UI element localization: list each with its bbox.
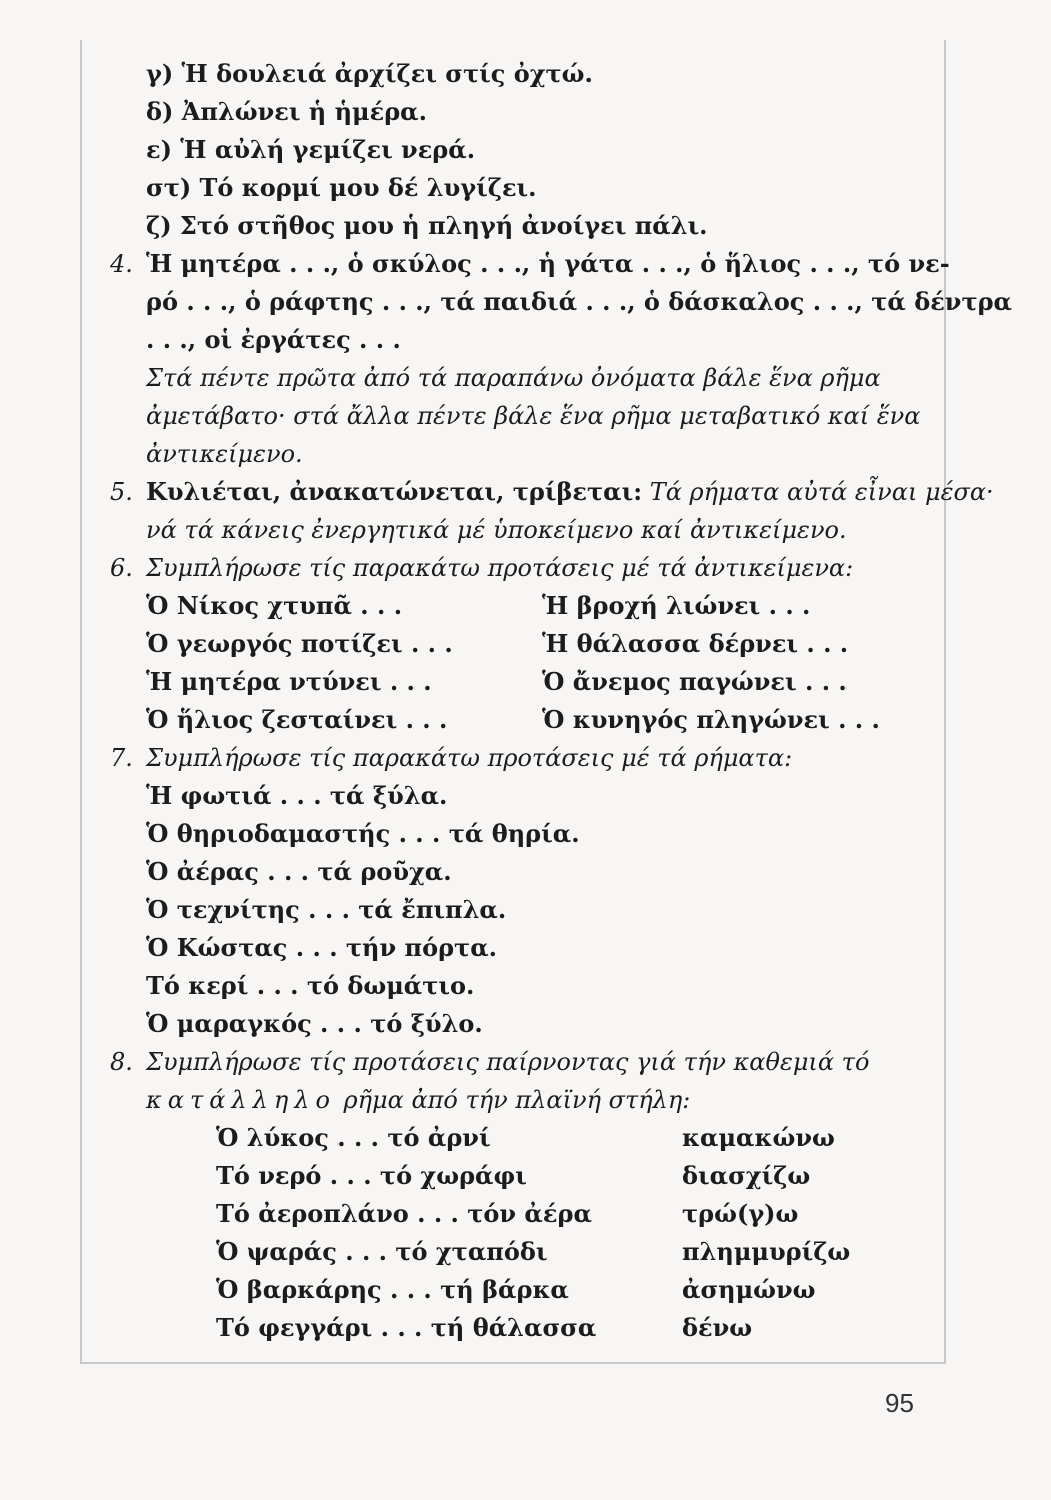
sentence-left: Ὁ γεωργός ποτίζει . . . bbox=[146, 629, 453, 658]
exercise-number: 8. bbox=[110, 1048, 133, 1076]
exercise-8-row bbox=[110, 1157, 910, 1195]
sentence-left: Ἡ μητέρα ντύνει . . . bbox=[146, 667, 432, 696]
exercise-8-row bbox=[110, 1271, 910, 1309]
verb-option: ἀσημώνω bbox=[682, 1275, 816, 1304]
exercise-number: 5. bbox=[110, 478, 133, 506]
exercise-7-sentence: Ὁ θηριοδαμαστής . . . τά θηρία. bbox=[146, 819, 580, 848]
exercise-3-item: ζ) Στό στῆθος μου ἡ πληγή ἀνοίγει πάλι. bbox=[146, 211, 708, 240]
exercise-8-row bbox=[110, 1195, 910, 1233]
exercise-5-verbs: Κυλιέται, ἀνακατώνεται, τρίβεται: bbox=[146, 477, 643, 506]
exercise-7-instruction: Συμπλήρωσε τίς παρακάτω προτάσεις μέ τά ρήματα: bbox=[146, 744, 793, 772]
sentence-right: Ὁ ἄνεμος παγώνει . . . bbox=[542, 667, 847, 696]
exercise-7 bbox=[110, 739, 910, 1043]
exercise-7-sentence: Ὁ Κώστας . . . τήν πόρτα. bbox=[146, 933, 498, 962]
sentence-left: Ὁ Νίκος χτυπᾶ . . . bbox=[146, 591, 403, 620]
sentence: Ὁ ψαράς . . . τό χταπόδι bbox=[216, 1237, 548, 1266]
exercise-7-sentence: Ὁ ἀέρας . . . τά ροῦχα. bbox=[146, 857, 452, 886]
exercise-8 bbox=[110, 1043, 910, 1347]
exercise-6-row bbox=[110, 663, 910, 701]
exercise-5-instruction: Τά ρήματα αὐτά εἶναι μέσα· bbox=[642, 478, 994, 506]
exercise-number: 6. bbox=[110, 554, 133, 582]
exercise-6-row bbox=[110, 701, 910, 739]
exercise-7-sentence: Ὁ τεχνίτης . . . τά ἔπιπλα. bbox=[146, 895, 507, 924]
exercise-4 bbox=[110, 245, 1013, 473]
exercise-8-row bbox=[110, 1119, 910, 1157]
page-content bbox=[110, 55, 1013, 1347]
exercise-number: 4. bbox=[110, 250, 133, 278]
exercise-4-line: Ἡ μητέρα . . ., ὁ σκύλος . . ., ἡ γάτα . . ., ὁ ἥλιος . . ., τό νε- bbox=[146, 249, 950, 278]
exercise-3-item: γ) Ἡ δουλειά ἀρχίζει στίς ὀχτώ. bbox=[146, 59, 593, 88]
exercise-4-line: ρό . . ., ὁ ράφτης . . ., τά παιδιά . . ., ὁ δάσκαλος . . ., τά δέντρα bbox=[146, 287, 1013, 316]
exercise-8-row bbox=[110, 1309, 910, 1347]
sentence: Ὁ βαρκάρης . . . τή βάρκα bbox=[216, 1275, 569, 1304]
sentence-left: Ὁ ἥλιος ζεσταίνει . . . bbox=[146, 705, 448, 734]
sentence: Τό νερό . . . τό χωράφι bbox=[216, 1161, 527, 1190]
exercise-7-sentence: Ἡ φωτιά . . . τά ξύλα. bbox=[146, 781, 448, 810]
exercise-3-item: στ) Τό κορμί μου δέ λυγίζει. bbox=[146, 173, 537, 202]
verb-option: καμακώνω bbox=[682, 1123, 835, 1152]
exercise-3-list bbox=[110, 55, 910, 245]
exercise-number: 7. bbox=[110, 744, 133, 772]
sentence: Τό φεγγάρι . . . τή θάλασσα bbox=[216, 1313, 597, 1342]
exercise-3-item: ε) Ἡ αὐλή γεμίζει νερά. bbox=[146, 135, 476, 164]
sentence-right: Ὁ κυνηγός πληγώνει . . . bbox=[542, 705, 880, 734]
exercise-6 bbox=[110, 549, 910, 739]
sentence: Ὁ λύκος . . . τό ἀρνί bbox=[216, 1123, 491, 1152]
sentence: Τό ἀεροπλάνο . . . τόν ἀέρα bbox=[216, 1199, 592, 1228]
verb-option: τρώ(γ)ω bbox=[682, 1199, 799, 1228]
exercise-8-spaced-word: κατάλληλο bbox=[146, 1086, 336, 1114]
sentence-right: Ἡ βροχή λιώνει . . . bbox=[542, 591, 811, 620]
exercise-6-row bbox=[110, 625, 910, 663]
verb-option: διασχίζω bbox=[682, 1161, 811, 1190]
exercise-5 bbox=[110, 473, 994, 549]
exercise-8-row bbox=[110, 1233, 910, 1271]
exercise-3-item: δ) Ἀπλώνει ἡ ἡμέρα. bbox=[146, 97, 427, 126]
exercise-6-instruction: Συμπλήρωσε τίς παρακάτω προτάσεις μέ τά ἀντικείμενα: bbox=[146, 554, 854, 582]
exercise-7-sentence: Ὁ μαραγκός . . . τό ξύλο. bbox=[146, 1009, 483, 1038]
exercise-6-row bbox=[110, 587, 910, 625]
exercise-4-instruction: ἀντικείμενο. bbox=[146, 440, 303, 468]
exercise-4-line: . . ., οἱ ἐργάτες . . . bbox=[146, 325, 401, 354]
exercise-8-instruction: ρῆμα ἀπό τήν πλαϊνή στήλη: bbox=[335, 1086, 691, 1114]
verb-option: δένω bbox=[682, 1313, 753, 1342]
exercise-5-instruction: νά τά κάνεις ἐνεργητικά μέ ὑποκείμενο καί ἀντικείμενο. bbox=[146, 516, 847, 544]
exercise-4-instruction: Στά πέντε πρῶτα ἀπό τά παραπάνω ὀνόματα βάλε ἕνα ρῆμα bbox=[146, 364, 881, 392]
exercise-7-sentence: Τό κερί . . . τό δωμάτιο. bbox=[146, 971, 475, 1000]
exercise-4-instruction: ἀμετάβατο· στά ἄλλα πέντε βάλε ἕνα ρῆμα μεταβατικό καί ἕνα bbox=[146, 402, 921, 430]
sentence-right: Ἡ θάλασσα δέρνει . . . bbox=[542, 629, 849, 658]
exercise-8-instruction: Συμπλήρωσε τίς προτάσεις παίρνοντας γιά τήν καθεμιά τό bbox=[146, 1048, 870, 1076]
page-number: 95 bbox=[885, 1388, 914, 1418]
verb-option: πλημμυρίζω bbox=[682, 1237, 851, 1266]
